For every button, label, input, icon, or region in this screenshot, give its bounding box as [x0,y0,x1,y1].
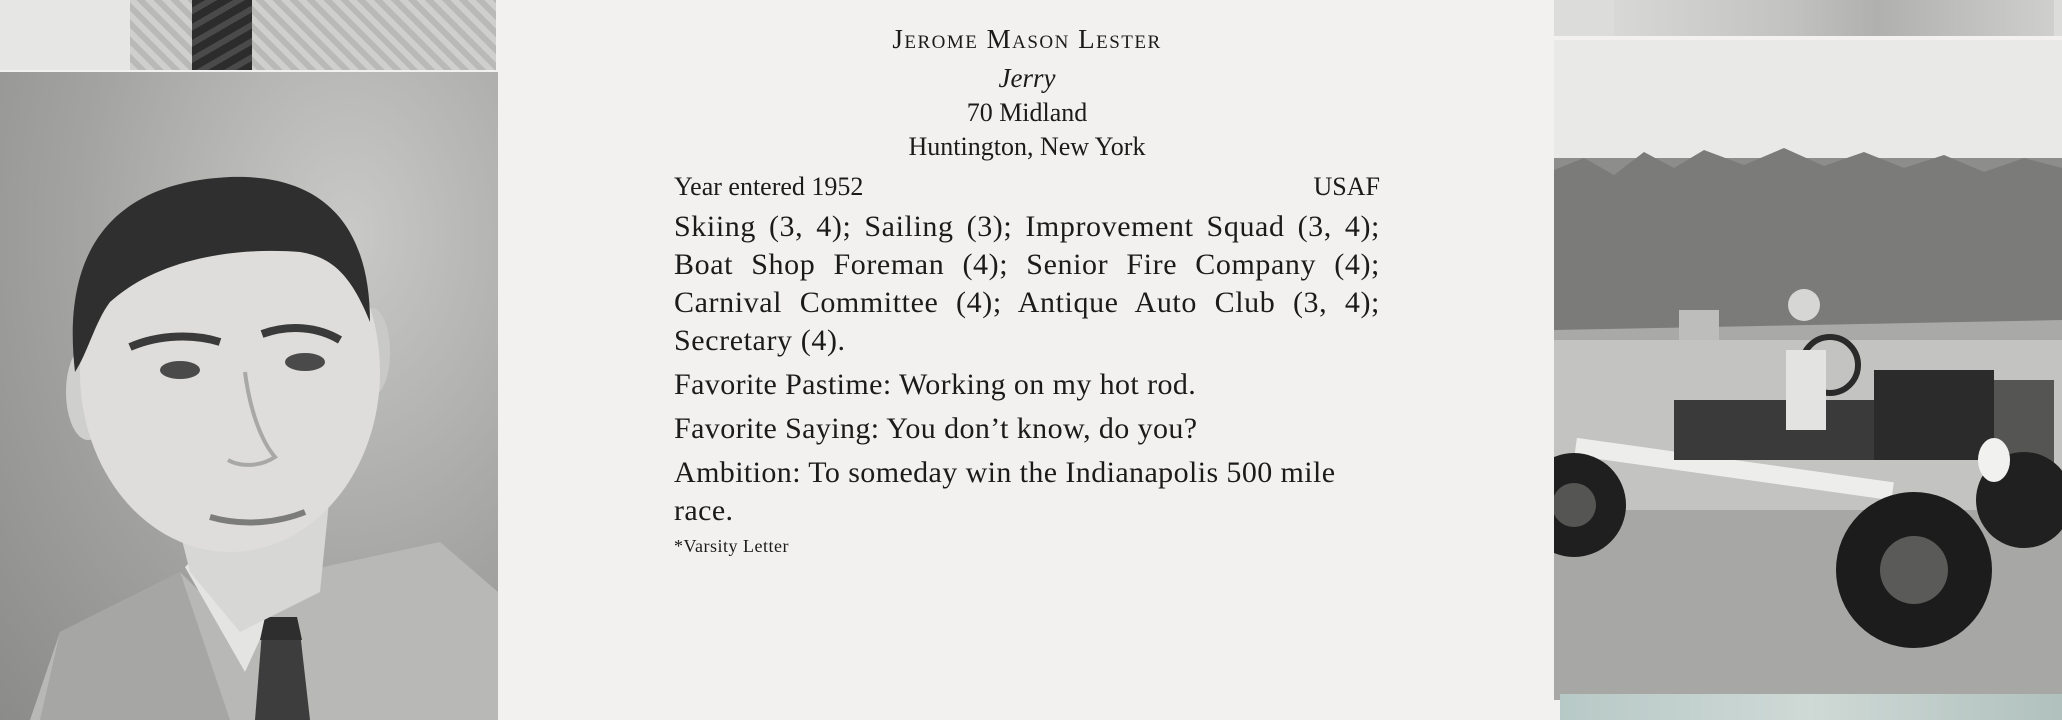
service-branch: USAF [1313,172,1380,201]
favorite-saying: Favorite Saying: You don’t know, do you? [674,412,1198,445]
photo-edge-strip [1560,694,2062,720]
favorite-pastime: Favorite Pastime: Working on my hot rod. [674,368,1197,401]
biography-text [674,18,1380,557]
activities-list: Skiing (3, 4); Sailing (3); Improvement Squad (3, 4); Boat Shop Foreman (4); Senior Fire Company (4); Carnival Committee (4); Antique Auto Club (3, 4); Secretary (4). [674,210,1380,357]
tie [192,0,252,70]
portrait-illustration [0,72,498,720]
senior-portrait-photo [0,72,498,720]
hot-rod-illustration [1554,40,2062,700]
varsity-footnote: *Varsity Letter [674,536,789,556]
hot-rod-photo [1554,40,2062,700]
address-city: Huntington, New York [908,132,1146,161]
partial-photo-top-right [1554,0,2062,36]
year-entered: Year entered 1952 [674,172,864,201]
jacket-texture [130,0,496,70]
year-row [674,172,1380,202]
ambition: Ambition: To someday win the Indianapolis 500 mile race. [674,456,1336,527]
partial-portrait-photo-top [0,0,496,70]
arm-shape [1614,0,2054,36]
student-name: Jerome Mason Lester [892,24,1162,54]
nickname: Jerry [998,63,1056,93]
address-street: 70 Midland [966,98,1088,127]
